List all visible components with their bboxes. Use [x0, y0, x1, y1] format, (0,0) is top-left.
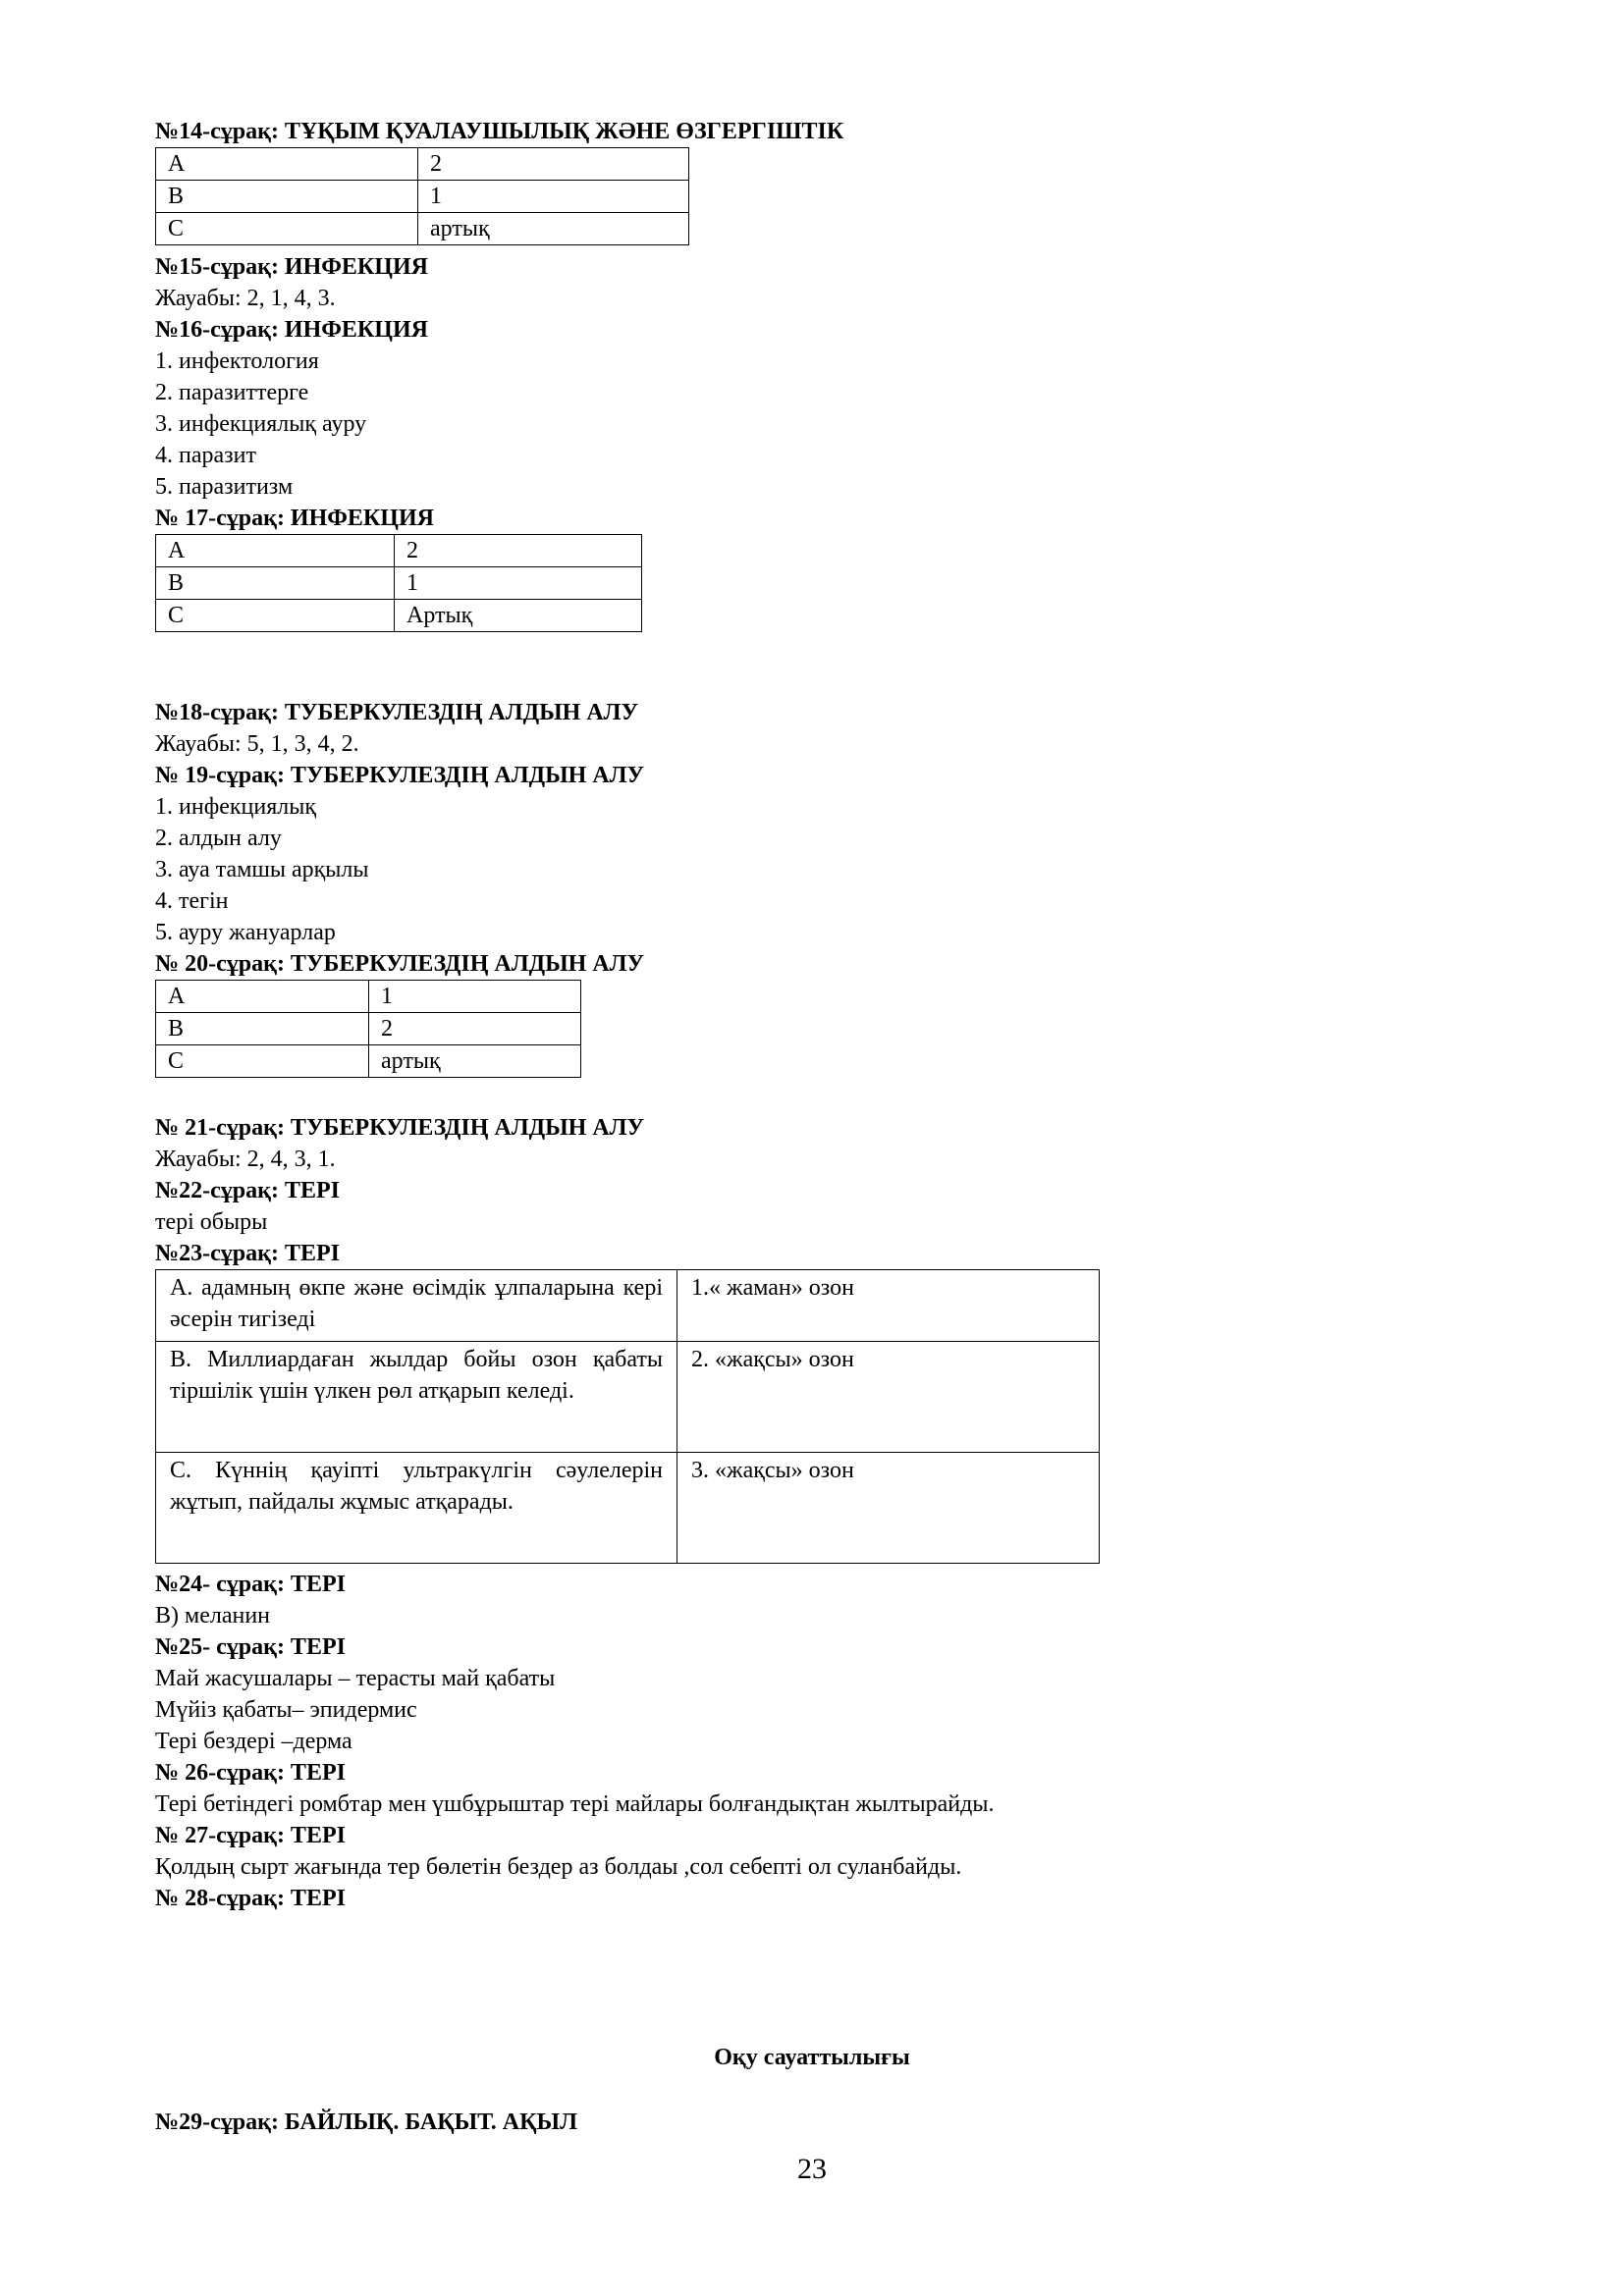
table-cell: 2 [418, 148, 689, 181]
list-item: 4. паразит [155, 443, 256, 468]
table-row [156, 1342, 1100, 1453]
table-row [156, 1045, 581, 1078]
table-cell: C [156, 1045, 369, 1078]
q23-heading: №23-сұрақ: ТЕРІ [155, 1241, 340, 1266]
table-cell: B [156, 1013, 369, 1045]
table-row [156, 148, 689, 181]
table-cell: 2. «жақсы» озон [677, 1342, 1100, 1453]
table-cell: C [156, 600, 395, 632]
table-cell: 1 [369, 981, 581, 1013]
table-cell: Артық [395, 600, 642, 632]
q28-heading: № 28-сұрақ: ТЕРІ [155, 1886, 346, 1911]
q26-heading: № 26-сұрақ: ТЕРІ [155, 1760, 346, 1786]
q17-heading: № 17-сұрақ: ИНФЕКЦИЯ [155, 506, 434, 531]
table-cell: B [156, 567, 395, 600]
list-item: 2. алдын алу [155, 826, 282, 851]
q26-answer: Тері бетіндегі ромбтар мен үшбұрыштар тері майлары болғандықтан жылтырайды. [155, 1791, 995, 1817]
table-cell: артық [369, 1045, 581, 1078]
q27-heading: № 27-сұрақ: ТЕРІ [155, 1823, 346, 1848]
table-cell: A [156, 148, 418, 181]
table-cell: артық [418, 213, 689, 245]
list-item: Тері бездері –дерма [155, 1729, 352, 1754]
page-number: 23 [797, 2153, 827, 2185]
section-title: Оқу сауаттылығы [714, 2045, 910, 2070]
list-item: 5. ауру жануарлар [155, 920, 336, 945]
table-cell: 3. «жақсы» озон [677, 1453, 1100, 1564]
table-cell: 2 [369, 1013, 581, 1045]
q21-answer: Жауабы: 2, 4, 3, 1. [155, 1147, 336, 1172]
table-row [156, 1453, 1100, 1564]
list-item: 3. ауа тамшы арқылы [155, 857, 369, 882]
table-row [156, 535, 642, 567]
table-row [156, 600, 642, 632]
table-cell: A [156, 981, 369, 1013]
list-item: 1. инфекциялық [155, 794, 317, 820]
q23-table [155, 1269, 1100, 1564]
table-row [156, 181, 689, 213]
q20-heading: № 20-сұрақ: ТУБЕРКУЛЕЗДІҢ АЛДЫН АЛУ [155, 951, 645, 977]
q14-table [155, 147, 689, 245]
table-row [156, 213, 689, 245]
table-row [156, 1013, 581, 1045]
table-row [156, 567, 642, 600]
q24-heading: №24- сұрақ: ТЕРІ [155, 1572, 346, 1597]
list-item: 1. инфектология [155, 348, 319, 374]
q21-heading: № 21-сұрақ: ТУБЕРКУЛЕЗДІҢ АЛДЫН АЛУ [155, 1115, 645, 1141]
table-cell: 2 [395, 535, 642, 567]
table-cell: C. Күннің қауіпті ультракүлгін сәулелерін жұтып, пайдалы жұмыс атқарады. [156, 1453, 677, 1564]
list-item: 5. паразитизм [155, 474, 294, 500]
q17-table [155, 534, 642, 632]
q24-answer: B) меланин [155, 1603, 270, 1629]
table-cell: A. адамның өкпе және өсімдік ұлпаларына кері әсерін тигізеді [156, 1270, 677, 1342]
q19-heading: № 19-сұрақ: ТУБЕРКУЛЕЗДІҢ АЛДЫН АЛУ [155, 763, 645, 788]
table-cell: 1 [418, 181, 689, 213]
q22-heading: №22-сұрақ: ТЕРІ [155, 1178, 340, 1203]
list-item: 2. паразиттерге [155, 380, 309, 405]
list-item: 3. инфекциялық ауру [155, 411, 367, 437]
list-item: 4. тегін [155, 888, 229, 914]
table-cell: B [156, 181, 418, 213]
q14-heading: №14-сұрақ: ТҰҚЫМ ҚУАЛАУШЫЛЫҚ ЖӘНЕ ӨЗГЕРГІШТІК [155, 119, 844, 144]
q29-heading: №29-сұрақ: БАЙЛЫҚ. БАҚЫТ. АҚЫЛ [155, 2109, 577, 2135]
q15-heading: №15-сұрақ: ИНФЕКЦИЯ [155, 254, 428, 280]
table-row [156, 1270, 1100, 1342]
q20-table [155, 980, 581, 1078]
q15-answer: Жауабы: 2, 1, 4, 3. [155, 286, 336, 311]
q18-answer: Жауабы: 5, 1, 3, 4, 2. [155, 731, 359, 757]
table-row [156, 981, 581, 1013]
list-item: Май жасушалары – терасты май қабаты [155, 1666, 556, 1691]
table-cell: B. Миллиардаған жылдар бойы озон қабаты тіршілік үшін үлкен рөл атқарып келеді. [156, 1342, 677, 1453]
q16-heading: №16-сұрақ: ИНФЕКЦИЯ [155, 317, 428, 343]
q18-heading: №18-сұрақ: ТУБЕРКУЛЕЗДІҢ АЛДЫН АЛУ [155, 700, 639, 725]
table-cell: 1.« жаман» озон [677, 1270, 1100, 1342]
q22-answer: тері обыры [155, 1209, 268, 1235]
q25-heading: №25- сұрақ: ТЕРІ [155, 1634, 346, 1660]
table-cell: C [156, 213, 418, 245]
table-cell: 1 [395, 567, 642, 600]
list-item: Мүйіз қабаты– эпидермис [155, 1697, 417, 1723]
table-cell: A [156, 535, 395, 567]
q27-answer: Қолдың сырт жағында тер бөлетін бездер аз болдаы ,сол себепті ол суланбайды. [155, 1854, 962, 1880]
